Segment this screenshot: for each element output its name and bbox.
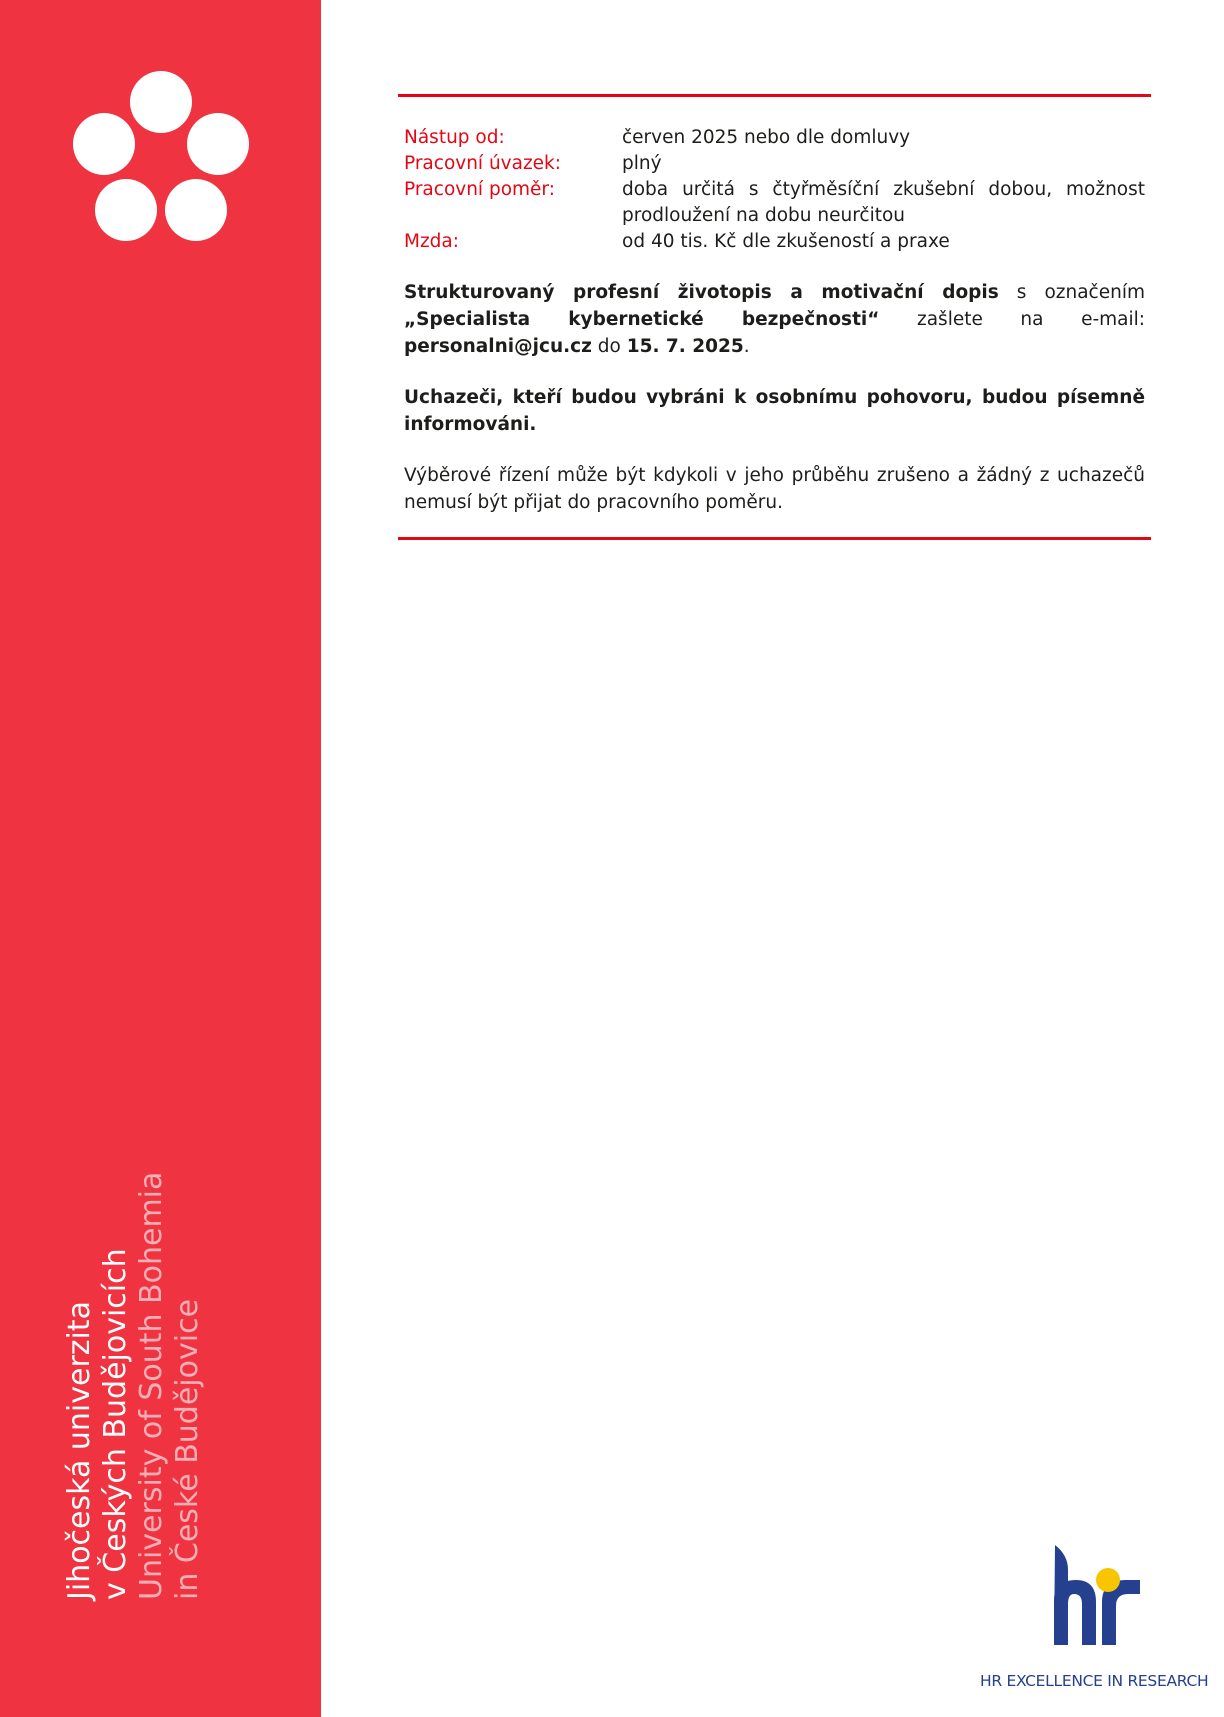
university-name-en-line2: in České Budějovice	[170, 1298, 205, 1600]
job-info-value: od 40 tis. Kč dle zkušeností a praxe	[622, 231, 950, 252]
logo-dot	[165, 179, 227, 241]
university-name-cz-line1: Jihočeská univerzita	[62, 1300, 97, 1600]
top-divider	[398, 94, 1151, 97]
main-content	[398, 94, 1151, 516]
application-text: zašlete na e-mail:	[879, 309, 1145, 330]
application-instructions	[398, 279, 1145, 360]
logo-dot	[73, 113, 135, 175]
job-info-value: plný	[622, 153, 662, 174]
university-name-cz-line2: v Českých Budějovicích	[98, 1248, 133, 1600]
application-text: s označením	[998, 282, 1145, 303]
university-sidebar	[0, 0, 321, 1717]
application-text: .	[743, 336, 750, 357]
logo-dot	[130, 71, 192, 133]
job-info-table	[398, 125, 1145, 255]
job-info-row	[404, 151, 1145, 177]
university-name-vertical	[62, 1140, 212, 1600]
job-info-label: Mzda:	[404, 231, 459, 252]
interview-notice-text: Uchazeči, kteří budou vybráni k osobnímu pohovoru, budou písemně informováni.	[404, 387, 1145, 435]
position-title: „Specialista kybernetické bezpečnosti“	[404, 309, 880, 330]
application-email: personalni@jcu.cz	[404, 336, 592, 357]
interview-notice	[398, 384, 1145, 438]
job-info-value: doba určitá s čtyřměsíční zkušební dobou, možnost prodloužení na dobu neurčitou	[622, 179, 1145, 226]
job-info-row	[404, 125, 1145, 151]
application-deadline: 15. 7. 2025	[626, 336, 744, 357]
university-logo-icon	[70, 68, 250, 243]
job-info-label: Pracovní poměr:	[404, 179, 555, 200]
logo-dot	[95, 179, 157, 241]
hr-excellence-logo-icon	[1050, 1540, 1150, 1650]
job-info-row	[404, 177, 1145, 229]
logo-dot	[187, 113, 249, 175]
job-info-row	[404, 229, 1145, 255]
application-documents: Strukturovaný profesní životopis a motivační dopis	[404, 282, 999, 303]
university-name-en-line1: University of South Bohemia	[134, 1171, 169, 1600]
job-info-value: červen 2025 nebo dle domluvy	[622, 127, 911, 148]
bottom-divider	[398, 537, 1151, 540]
job-info-label: Pracovní úvazek:	[404, 153, 562, 174]
application-text: do	[591, 336, 627, 357]
job-info-label: Nástup od:	[404, 127, 505, 148]
hr-excellence-caption: HR EXCELLENCE IN RESEARCH	[980, 1672, 1209, 1690]
cancellation-notice: Výběrové řízení může být kdykoli v jeho průběhu zrušeno a žádný z uchazečů nemusí být přijat do pracovního poměru.	[404, 465, 1145, 513]
